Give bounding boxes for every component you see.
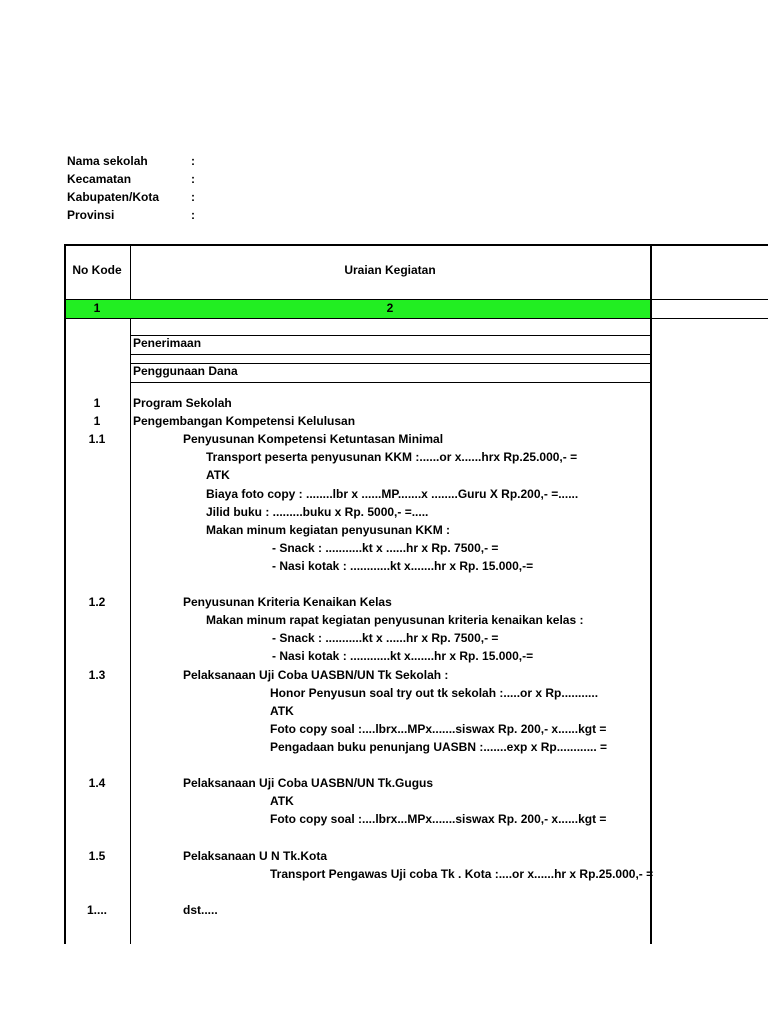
info-provinsi: Provinsi : (67, 208, 195, 222)
row-description: Transport Pengawas Uji coba Tk . Kota :....or x......hr x Rp.25.000,- = (270, 867, 654, 881)
row-description: - Snack : ...........kt x ......hr x Rp. 7500,- = (272, 631, 499, 645)
row-divider (130, 382, 652, 383)
row-description: - Nasi kotak : ............kt x.......hr x Rp. 15.000,-= (272, 649, 534, 663)
row-description: Pengadaan buku penunjang UASBN :.......exp x Rp............ = (270, 740, 608, 754)
table-right-border (650, 244, 652, 944)
row-divider (130, 335, 652, 336)
section-penerimaan: Penerimaan (133, 336, 202, 350)
table-top-border (64, 244, 768, 246)
row-description: Pelaksanaan Uji Coba UASBN/UN Tk Sekolah : (183, 668, 449, 682)
row-description: Biaya foto copy : ........lbr x ......MP.......x ........Guru X Rp.200,- =...... (206, 487, 579, 501)
row-code: 1.5 (88, 849, 106, 863)
row-description: - Nasi kotak : ............kt x.......hr x Rp. 15.000,-= (272, 559, 534, 573)
index-col-2: 2 (386, 301, 394, 315)
row-code: 1 (93, 396, 101, 410)
row-description: Transport peserta penyusunan KKM :......or x......hrx Rp.25.000,- = (206, 450, 578, 464)
index-col-1: 1 (93, 301, 101, 315)
info-nama-sekolah: Nama sekolah : (67, 154, 195, 168)
row-description: Pelaksanaan Uji Coba UASBN/UN Tk.Gugus (183, 776, 434, 790)
info-kecamatan: Kecamatan : (67, 172, 195, 186)
section-penggunaan-dana: Penggunaan Dana (133, 364, 238, 378)
budget-table (64, 244, 768, 944)
row-code: 1.3 (88, 668, 106, 682)
row-description: - Snack : ...........kt x ......hr x Rp. 7500,- = (272, 541, 499, 555)
row-description: ATK (270, 704, 294, 718)
row-description: Makan minum rapat kegiatan penyusunan kriteria kenaikan kelas : (206, 613, 584, 627)
info-kabupaten-kota: Kabupaten/Kota : (67, 190, 195, 204)
index-row-bottom-border (64, 318, 768, 319)
row-code: 1.... (86, 903, 107, 917)
row-description: Penyusunan Kompetensi Ketuntasan Minimal (183, 432, 444, 446)
row-description: Jilid buku : .........buku x Rp. 5000,- =..... (206, 505, 429, 519)
row-code: 1.1 (88, 432, 106, 446)
row-description: ATK (206, 468, 230, 482)
row-description: ATK (270, 794, 294, 808)
table-left-border (64, 244, 66, 944)
row-code: 1 (93, 414, 101, 428)
row-description: Foto copy soal :....lbrx...MPx.......siswax Rp. 200,- x......kgt = (270, 722, 607, 736)
header-uraian-kegiatan: Uraian Kegiatan (344, 263, 436, 277)
row-description: Foto copy soal :....lbrx...MPx.......siswax Rp. 200,- x......kgt = (270, 812, 607, 826)
row-divider (130, 354, 652, 355)
row-description: dst..... (183, 903, 218, 917)
header-no-kode: No Kode (72, 263, 122, 277)
row-description: Penyusunan Kriteria Kenaikan Kelas (183, 595, 392, 609)
row-description: Program Sekolah (133, 396, 232, 410)
row-description: Pengembangan Kompetensi Kelulusan (133, 414, 356, 428)
row-description: Honor Penyusun soal try out tk sekolah :.....or x Rp........... (270, 686, 599, 700)
row-description: Makan minum kegiatan penyusunan KKM : (206, 523, 451, 537)
row-code: 1.2 (88, 595, 106, 609)
row-code: 1.4 (88, 776, 106, 790)
table-column-divider (130, 244, 131, 944)
row-description: Pelaksanaan U N Tk.Kota (183, 849, 328, 863)
